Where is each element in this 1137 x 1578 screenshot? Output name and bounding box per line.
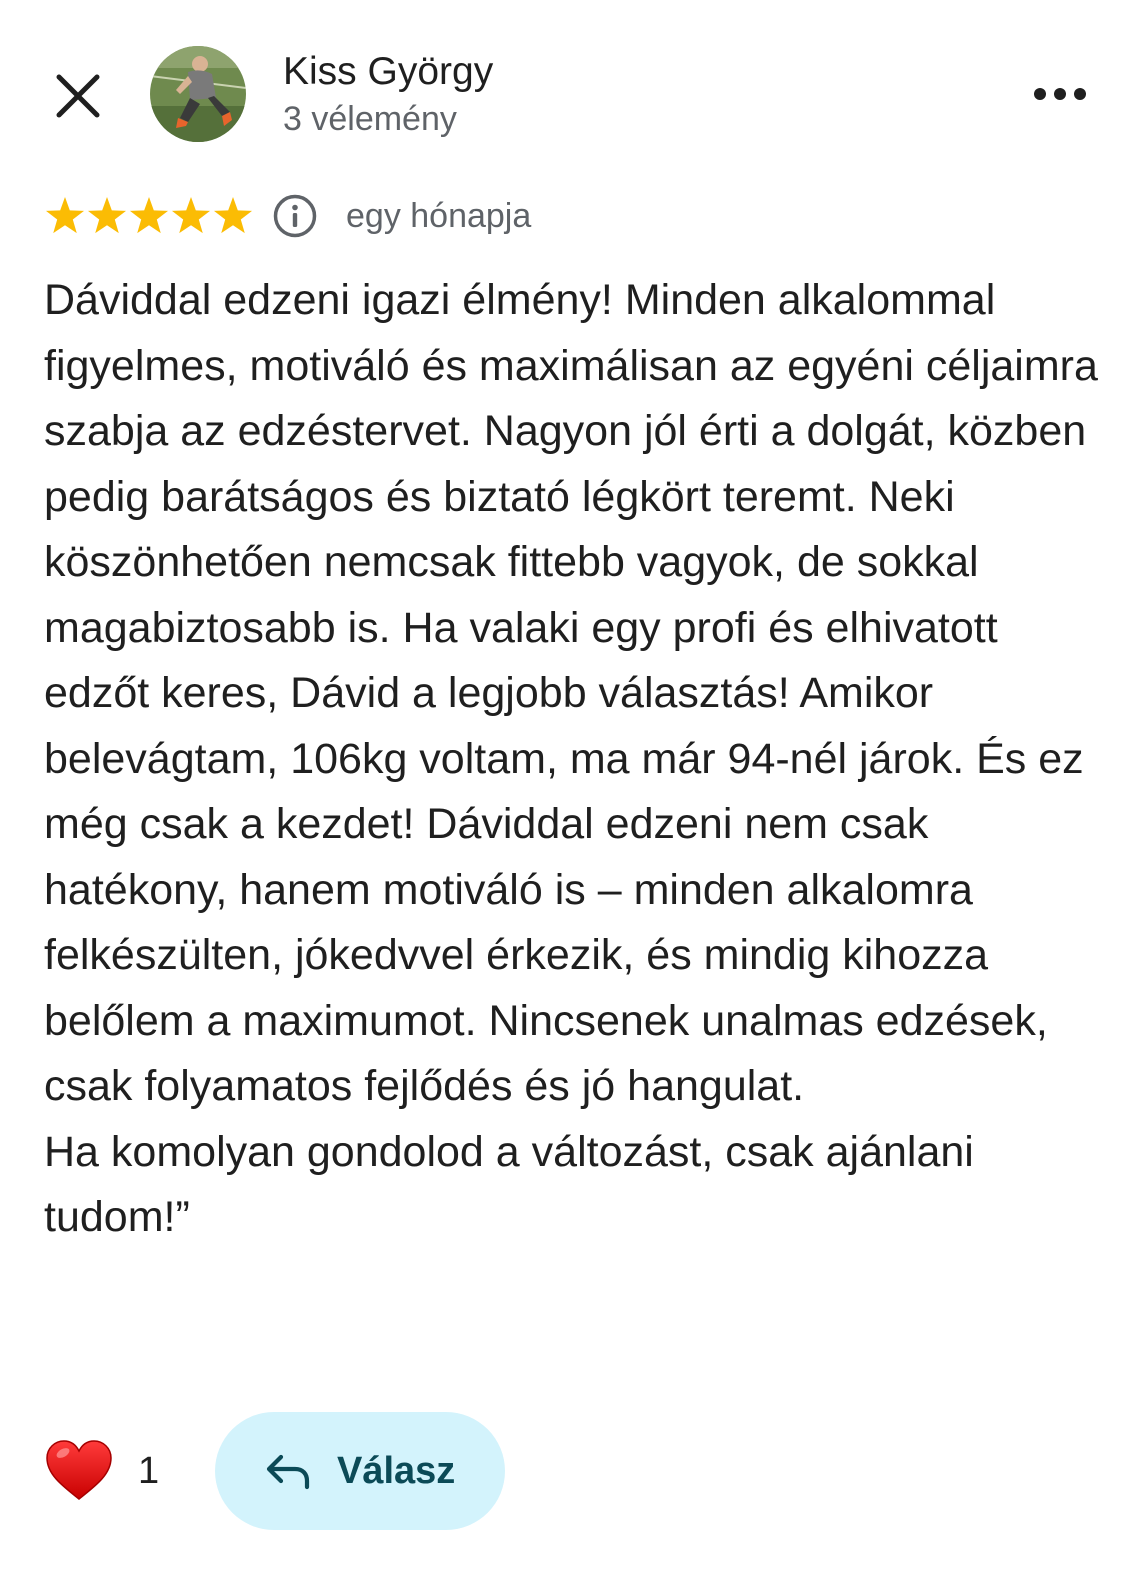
more-options-button[interactable] — [1030, 78, 1090, 110]
reply-button[interactable] — [215, 1412, 505, 1530]
author-review-count: 3 vélemény — [283, 100, 457, 138]
heart-icon — [44, 1439, 114, 1503]
close-button[interactable] — [52, 70, 104, 122]
star-icon — [44, 195, 86, 237]
like-button[interactable] — [44, 1439, 159, 1503]
author-name[interactable]: Kiss György — [283, 50, 494, 93]
star-icon — [170, 195, 212, 237]
star-icon — [128, 195, 170, 237]
star-icon — [86, 195, 128, 237]
more-options-icon — [1030, 78, 1090, 110]
info-icon[interactable] — [272, 193, 318, 239]
reply-arrow-icon — [265, 1451, 311, 1491]
user-photo-avatar — [150, 46, 246, 142]
review-actions — [44, 1412, 505, 1530]
close-icon — [52, 70, 104, 122]
review-date: egy hónapja — [346, 196, 532, 235]
avatar[interactable] — [150, 46, 246, 142]
reply-label: Válasz — [336, 1449, 456, 1492]
rating-row — [44, 194, 531, 238]
star-rating — [44, 195, 254, 237]
review-text: Dáviddal edzeni igazi élmény! Minden alkalommal figyelmes, motiváló és maximálisan az egyéni céljaimra szabja az edzéstervet. Nagyon jól érti a dolgát, közben pedig barátságos és biztató légkört teremt. Neki köszönhetően nemcsak fittebb vagyok, de sokkal magabiztosabb is. Ha valaki egy profi és elhivatott edzőt keres, Dávid a legjobb választás! Amikor belevágtam, 106kg voltam, ma már 94-nél járok. És ez még csak a kezdet! Dáviddal edzeni nem csak hatékony, hanem motiváló is – minden alkalomra felkészülten, jókedvvel érkezik, és mindig kihozza belőlem a maximumot. Nincsenek unalmas edzések, csak folyamatos fejlődés és jó hangulat. Ha komolyan gondolod a változást, csak ajánlani tudom!” — [44, 276, 1098, 1241]
like-count: 1 — [138, 1449, 160, 1492]
star-icon — [212, 195, 254, 237]
